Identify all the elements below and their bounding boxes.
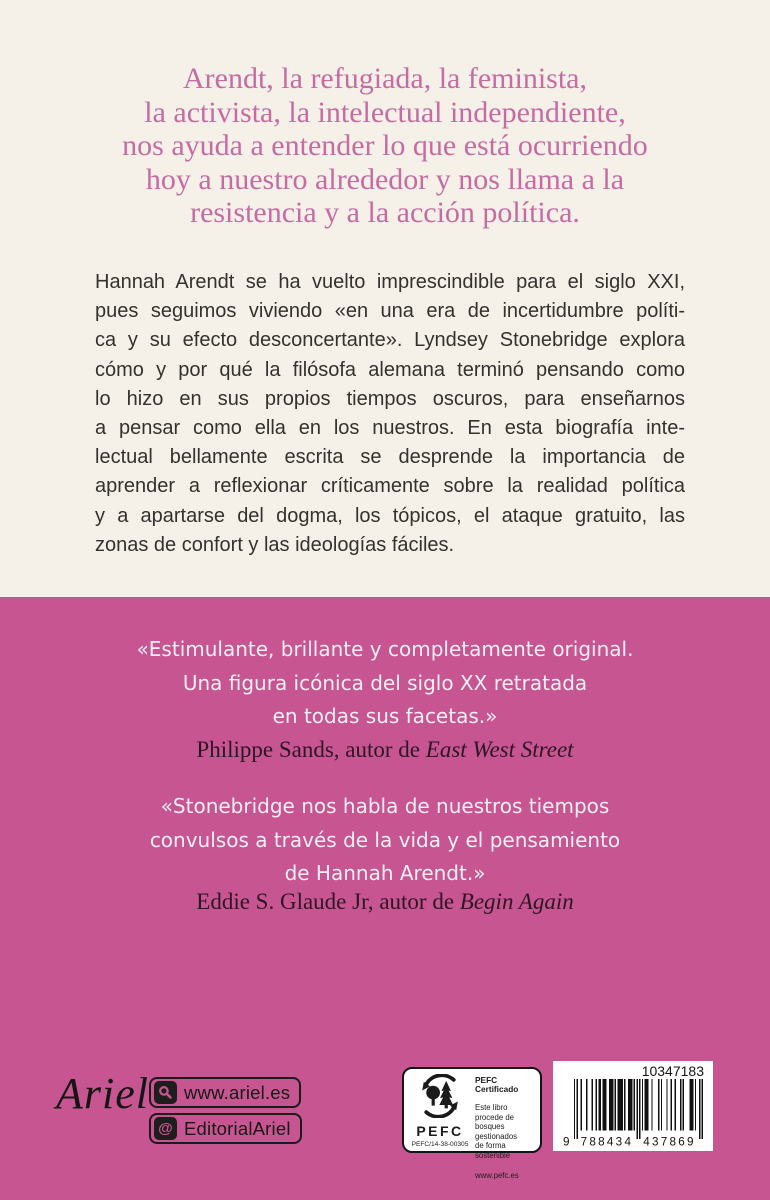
synopsis-line: aprender a reflexionar críticamente sobre la realidad política <box>95 475 685 498</box>
headline-line: Arendt, la refugiada, la feminista, <box>182 62 587 95</box>
barcode <box>553 1061 713 1151</box>
synopsis-line: ca y su efecto desconcertante». Lyndsey Stonebridge explora <box>95 329 685 352</box>
pefc-cert-line: Este libro procede de <box>475 1103 515 1122</box>
synopsis-line: Hannah Arendt se ha vuelto imprescindible para el siglo XXI, <box>95 271 685 293</box>
review-attribution-1 <box>40 735 730 765</box>
reviewed-work-title-1: East West Street <box>425 737 574 762</box>
quote-line: en todas sus facetas.» <box>272 704 498 728</box>
pefc-cert-title: PEFC Certificado <box>475 1075 519 1094</box>
review-quote-1 <box>55 633 715 734</box>
headline-line: hoy a nuestro alrededor y nos llama a la <box>145 162 625 196</box>
reviewer-name-2: Eddie S. Glaude Jr, autor de <box>196 889 460 914</box>
synopsis-line: zonas de confort y las ideologías fáciles. <box>95 533 455 556</box>
quote-line: «Stonebridge nos habla de nuestros tiempos <box>160 794 610 818</box>
review-attribution-2 <box>40 887 730 917</box>
quote-line: Una figura icónica del siglo XX retratada <box>182 670 588 695</box>
synopsis-line: lectual bellamente escrita se desprende la importancia de <box>95 446 685 469</box>
synopsis-line: pues seguimos viviendo «en una era de incertidumbre políti- <box>95 300 685 323</box>
at-icon: @ <box>154 1117 177 1140</box>
pefc-certification-box <box>402 1067 542 1180</box>
ean13-barcode <box>560 1079 706 1147</box>
headline <box>40 62 730 230</box>
barcode-top-number: 10347183 <box>641 1063 704 1079</box>
pefc-trees-icon <box>414 1074 466 1123</box>
review-quote-2 <box>55 790 715 891</box>
social-handle: EditorialAriel <box>184 1117 291 1139</box>
website-badge <box>149 1077 301 1108</box>
pefc-wordmark: PEFC <box>416 1123 464 1139</box>
website-url: www.ariel.es <box>184 1081 291 1103</box>
svg-text:437869: 437869 <box>643 1135 694 1147</box>
quote-line: de Hannah Arendt.» <box>284 861 486 885</box>
synopsis-line: a pensar como ella en los nuestros. En esta biografía inte- <box>95 417 685 440</box>
pefc-text-column <box>475 1074 535 1180</box>
quote-line: convulsos a través de la vida y el pensamiento <box>149 827 621 852</box>
publisher-logo-ariel: Ariel <box>56 1069 149 1118</box>
synopsis-line: y a apartarse del dogma, los tópicos, el ataque gratuito, las <box>95 504 685 527</box>
svg-text:788434: 788434 <box>580 1135 631 1147</box>
synopsis-paragraph <box>95 268 685 560</box>
quote-line: «Estimulante, brillante y completamente original. <box>136 637 634 661</box>
pefc-cert-line: bosques gestionados <box>475 1122 518 1141</box>
headline-line: nos ayuda a entender lo que está ocurriendo <box>122 129 648 162</box>
svg-text:9: 9 <box>562 1135 570 1147</box>
pefc-cert-statement <box>475 1103 535 1161</box>
reviewed-work-title-2: Begin Again <box>459 889 574 914</box>
search-icon <box>154 1081 177 1104</box>
pefc-url: www.pefc.es <box>475 1170 519 1180</box>
headline-line: resistencia y a la acción política. <box>190 196 580 229</box>
synopsis-line: lo hizo en sus propios tiempos oscuros, para enseñarnos <box>95 387 685 410</box>
pefc-license-code: PEFC/14-38-00305 <box>411 1141 469 1148</box>
headline-line: la activista, la intelectual independiente, <box>144 95 626 129</box>
pefc-cert-line: de forma sostenible <box>475 1141 511 1160</box>
synopsis-line: cómo y por qué la filósofa alemana terminó pensando como <box>95 358 685 381</box>
social-badge <box>149 1113 302 1144</box>
reviewer-name-1: Philippe Sands, autor de <box>196 737 426 762</box>
pefc-logo-column <box>410 1074 470 1147</box>
